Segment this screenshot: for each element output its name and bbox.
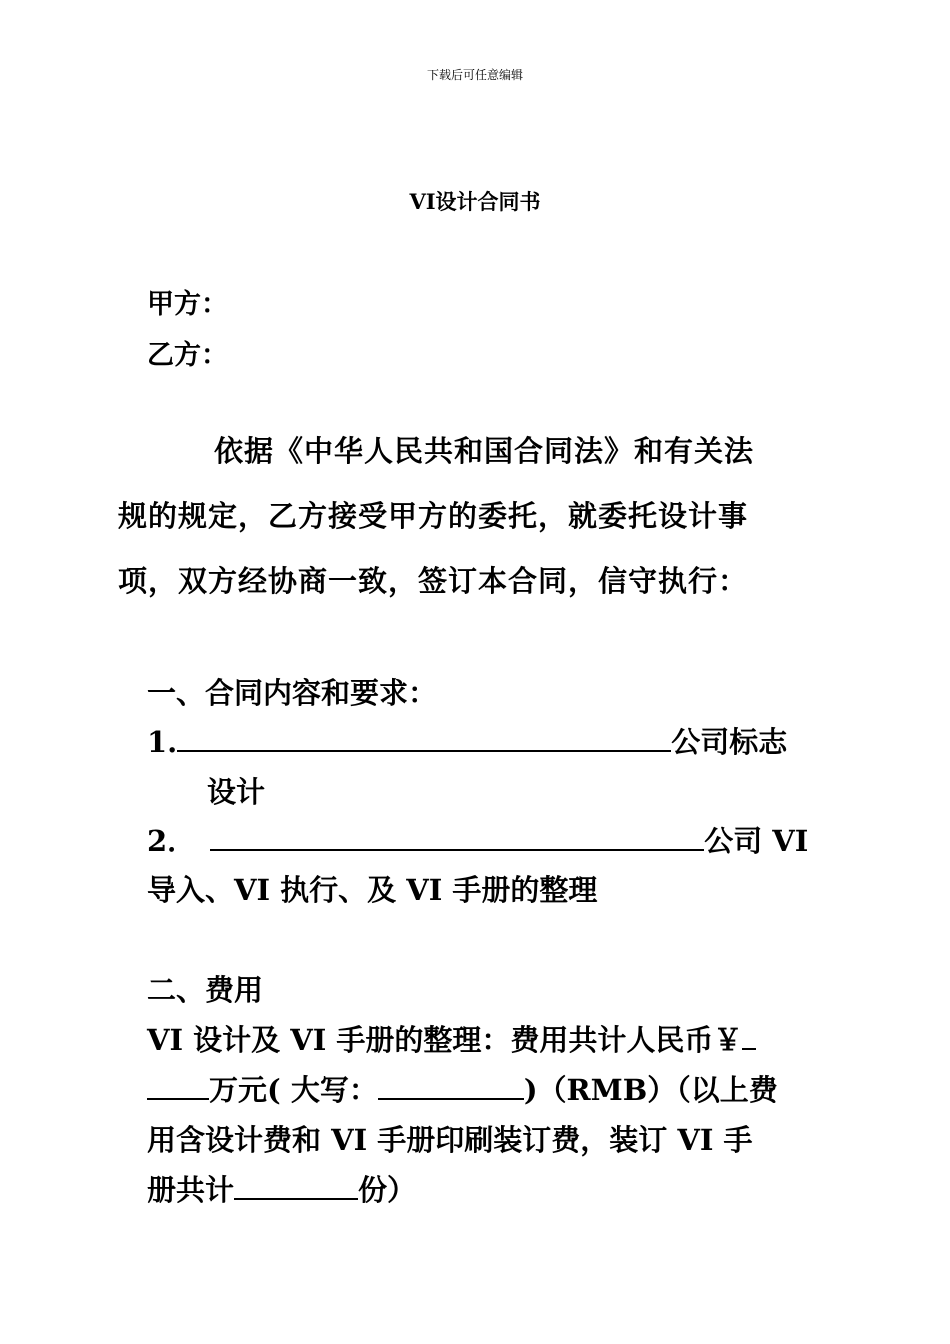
fee-line-1 — [147, 1018, 756, 1059]
fee-line-4-start: 册共计 — [147, 1173, 235, 1207]
party-b-label: 乙方： — [147, 340, 228, 371]
item-1-blank — [177, 724, 671, 752]
copies-blank — [234, 1172, 358, 1200]
fee-line-2-end: )（RMB）（以上费 — [523, 1073, 778, 1107]
party-a-label: 甲方： — [147, 289, 228, 320]
item-2-number: 2． — [147, 824, 197, 858]
fee-line-1-text: VI 设计及 VI 手册的整理：费用共计人民币￥ — [147, 1023, 743, 1057]
item-1-number: 1. — [147, 725, 178, 759]
item-1-suffix: 公司标志 — [671, 725, 788, 759]
item-1-line-2: 设计 — [207, 775, 266, 809]
fee-line-4-end: 份） — [358, 1173, 417, 1207]
fee-line-4 — [147, 1168, 416, 1209]
fee-amount-blank-b — [147, 1072, 209, 1100]
item-2-line — [147, 819, 808, 860]
item-2-suffix: 公司 VI — [704, 824, 809, 858]
intro-line-1: 依据《中华人民共和国合同法》和有关法 — [214, 434, 755, 468]
fee-line-2-mid: 万元( 大写： — [209, 1073, 378, 1107]
header-note: 下载后可任意编辑 — [426, 68, 523, 82]
fee-uppercase-blank — [378, 1072, 524, 1100]
fee-line-2 — [147, 1068, 778, 1109]
intro-line-3: 项，双方经协商一致，签订本合同，信守执行： — [118, 564, 749, 598]
fee-amount-blank-a — [742, 1022, 756, 1050]
document-title: VI设计合同书 — [409, 189, 541, 214]
item-2-line-2: 导入、VI 执行、及 VI 手册的整理 — [147, 873, 598, 907]
section-2-heading: 二、费用 — [147, 973, 264, 1007]
item-1-line — [147, 720, 787, 761]
section-1-heading: 一、合同内容和要求： — [147, 676, 438, 710]
fee-line-3: 用含设计费和 VI 手册印刷装订费，装订 VI 手 — [147, 1123, 753, 1157]
intro-line-2: 规的规定，乙方接受甲方的委托，就委托设计事 — [118, 499, 749, 533]
item-2-blank — [210, 823, 704, 851]
